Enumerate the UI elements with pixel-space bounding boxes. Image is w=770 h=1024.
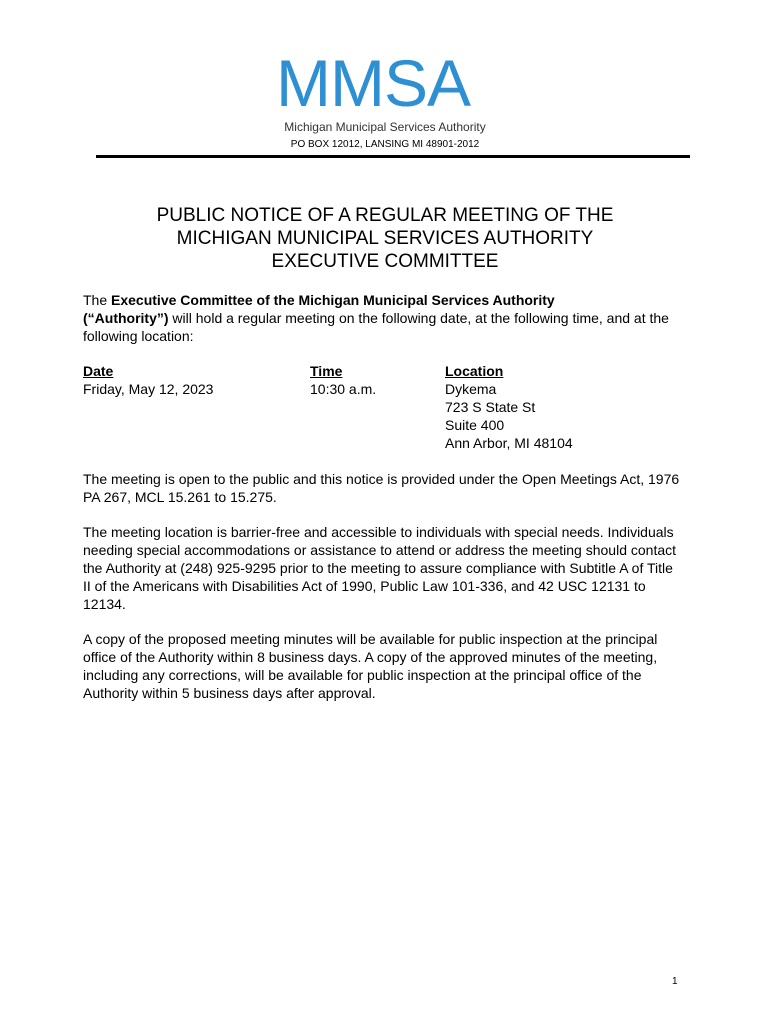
location-line: Suite 400 [445, 417, 505, 433]
organization-name: Michigan Municipal Services Authority [284, 120, 486, 134]
location-line: Dykema [445, 381, 497, 397]
logo-wordmark: MMSA [276, 46, 470, 120]
time-header: Time [310, 363, 343, 379]
accessibility-paragraph: The meeting location is barrier-free and accessible to individuals with special needs. Individuals needing special accommodations or assistance to attend or address the meeting should contact the Authority at (248) 925-9295 prior to the meeting to assure compliance with Subtitle A of Title II of the Americans with Disabilities Act of 1990, Public Law 101-336, and 42 USC 12131 to 12134. [83, 524, 677, 612]
mmsa-logo [276, 46, 496, 120]
open-meetings-paragraph: The meeting is open to the public and this notice is provided under the Open Meetings Act, 1976 PA 267, MCL 15.261 to 15.275. [83, 471, 680, 505]
committee-name: Executive Committee of the Michigan Municipal Services Authority [111, 292, 555, 308]
location-column [445, 362, 573, 452]
date-value: Friday, May 12, 2023 [83, 381, 214, 397]
title-line-1: PUBLIC NOTICE OF A REGULAR MEETING OF THE [156, 205, 614, 226]
time-value: 10:30 a.m. [310, 381, 377, 397]
page-number: 1 [672, 976, 678, 987]
minutes-paragraph: A copy of the proposed meeting minutes will be available for public inspection at the principal office of the Authority within 8 business days. A copy of the approved minutes of the meeting, including any corrections, will be available for public inspection at the principal office of the Authority within 5 business days after approval. [83, 631, 658, 701]
michigan-map-icon [424, 54, 496, 114]
intro-paragraph: The Executive Committee of the Michigan Municipal Services Authority (“Authority”) will hold a regular meeting on the following date, at the following time, and at the following location: [83, 292, 669, 344]
location-header: Location [445, 363, 504, 379]
date-column [83, 362, 213, 398]
authority-short-name: (“Authority”) [83, 310, 169, 326]
title-line-3: EXECUTIVE COMMITTEE [271, 251, 499, 272]
location-line: 723 S State St [445, 399, 536, 415]
notice-title [80, 204, 690, 273]
po-box-address: PO BOX 12012, LANSING MI 48901-2012 [290, 139, 480, 150]
time-column [310, 362, 376, 398]
date-header: Date [83, 363, 114, 379]
letterhead-divider [96, 155, 690, 158]
title-line-2: MICHIGAN MUNICIPAL SERVICES AUTHORITY [176, 228, 594, 249]
location-line: Ann Arbor, MI 48104 [445, 435, 573, 451]
